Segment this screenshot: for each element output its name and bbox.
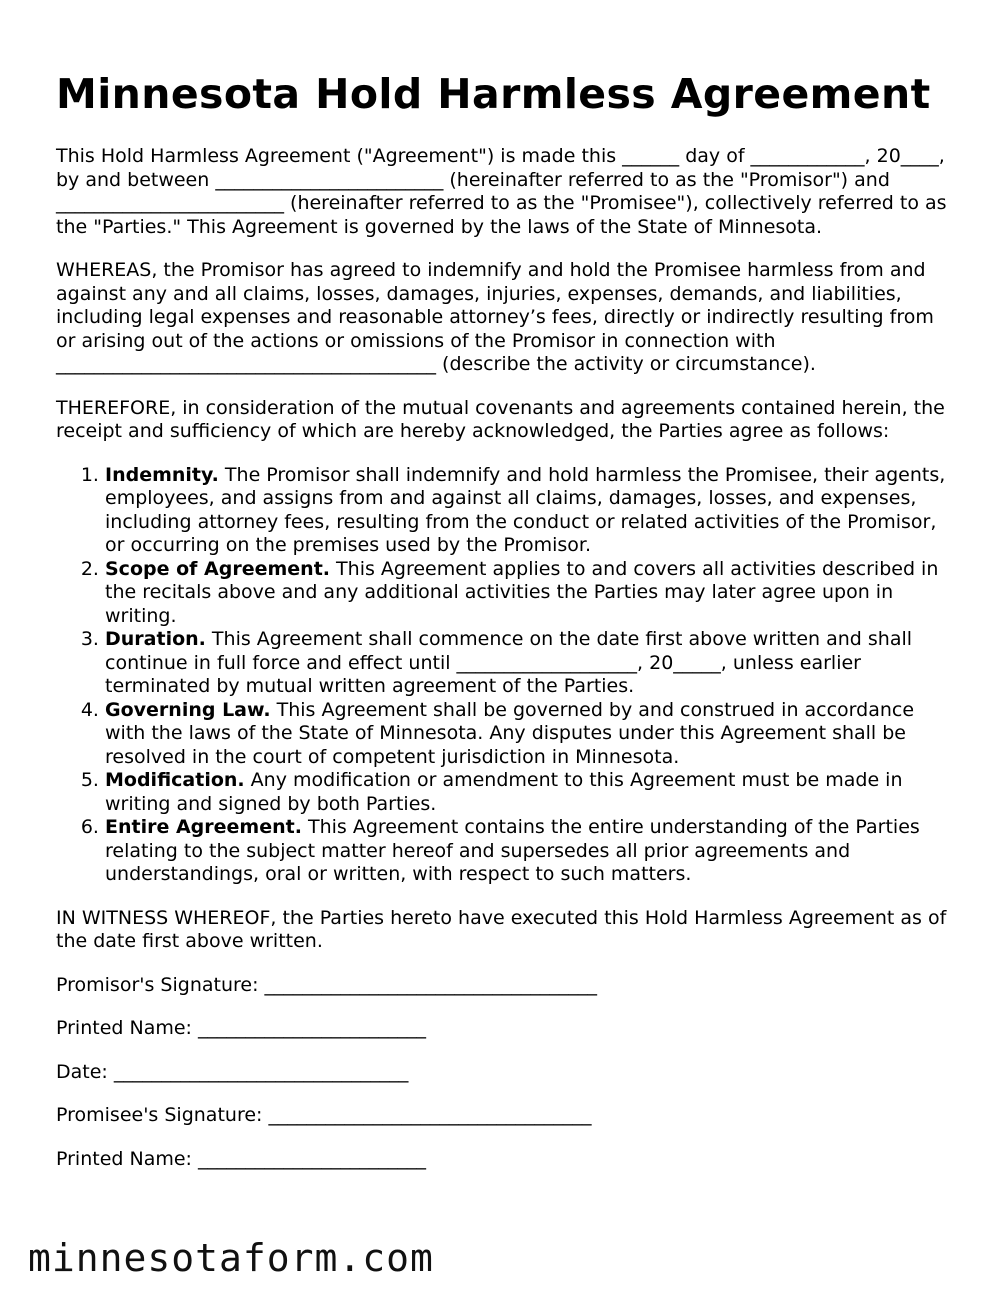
clause-item [105,558,956,629]
clause-text: The Promisor shall indemnify and hold harmless the Promisee, their agents, employees, and assigns from and against all claims, damages, losses, and expenses, including attorney fees, resulting from the conduct or related activities of the Promisor, or occurring on the premises used by the Promisor. [105,463,946,556]
clause-text: This Agreement shall commence on the date first above written and shall continue in full force and effect until ___________________, 20_____, unless earlier terminated by mutual written agreement of the Parties. [105,628,913,697]
clause-heading: Scope of Agreement. [105,557,330,580]
clause-text: This Agreement shall be governed by and construed in accordance with the laws of the State of Minnesota. Any disputes under this Agreement shall be resolved in the court of competent jurisdiction in Minnesota. [105,698,915,768]
promisor-signature-line: Promisor's Signature: ___________________________________ [56,973,598,996]
promisee-signature-line: Promisee's Signature: __________________________________ [56,1104,592,1126]
date-line: Date: _______________________________ [56,1060,409,1083]
witness-paragraph: IN WITNESS WHEREOF, the Parties hereto have executed this Hold Harmless Agreement as of the date first above written. [56,906,947,952]
clause-heading: Duration. [105,628,206,650]
clause-heading: Governing Law. [105,698,271,721]
clause-item [105,816,956,887]
clause-heading: Modification. [105,769,245,791]
clause-item [105,628,956,699]
clause-text: This Agreement applies to and covers all activities described in the recitals above and any additional activities the Parties may later agree upon in writing. [105,557,939,627]
clause-heading: Entire Agreement. [105,816,302,838]
therefore-paragraph: THEREFORE, in consideration of the mutual covenants and agreements contained herein, the receipt and sufficiency of which are hereby acknowledged, the Parties agree as follows: [56,396,945,442]
promisor-printed-name-line: Printed Name: ________________________ [56,1017,426,1039]
intro-paragraph: This Hold Harmless Agreement ("Agreement") is made this ______ day of ____________, 20____, by and between ________________________ (hereinafter referred to as the "Promisor") and ________________________ (hereinafter referred to as the "Promisee"), collectively referred to as the "Parties." This Agreement is governed by the laws of the State of Minnesota. [56,145,947,238]
whereas-paragraph: WHEREAS, the Promisor has agreed to indemnify and hold the Promisee harmless from and against any and all claims, losses, damages, injuries, expenses, demands, and liabilities, including legal expenses and reasonable attorney’s fees, directly or indirectly resulting from or arising out of the actions or omissions of the Promisor in connection with ________________________________________ (describe the activity or circumstance). [56,259,934,375]
clause-text: This Agreement contains the entire understanding of the Parties relating to the subject matter hereof and supersedes all prior agreements and understandings, oral or written, with respect to such matters. [105,816,920,885]
clause-item [105,769,956,816]
clause-item [105,464,956,558]
clause-text: Any modification or amendment to this Agreement must be made in writing and signed by both Parties. [105,769,903,815]
document-title: Minnesota Hold Harmless Agreement [56,70,931,118]
clause-heading: Indemnity. [105,463,219,486]
clause-item [105,699,956,770]
promisee-printed-name-line: Printed Name: ________________________ [56,1147,426,1170]
site-watermark: minnesotaform.com [28,1236,434,1280]
document-body [56,145,956,1191]
clause-list [56,464,956,887]
